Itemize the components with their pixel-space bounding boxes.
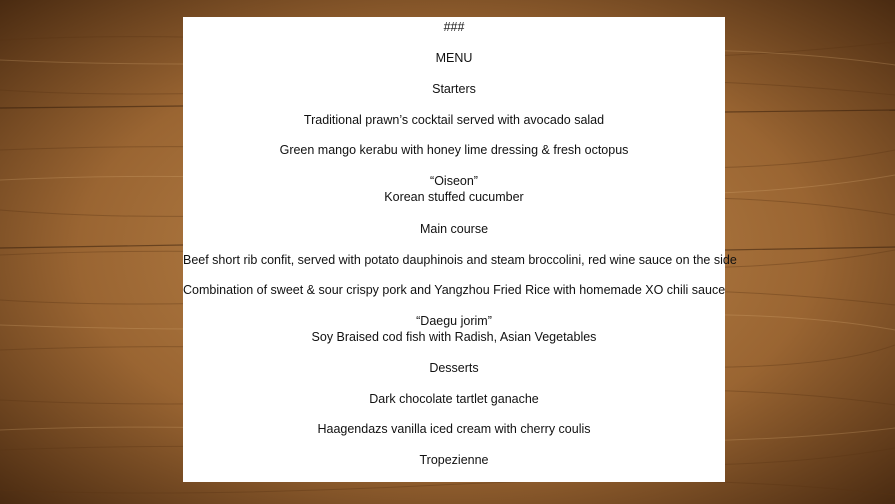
starters-heading: Starters	[432, 82, 476, 96]
main-item-3-desc: Soy Braised cod fish with Radish, Asian Vegetables	[311, 330, 597, 344]
dessert-item-3: Tropezienne	[419, 453, 489, 467]
main-course-heading: Main course	[419, 222, 489, 236]
menu-title: MENU	[435, 51, 473, 65]
starter-item-3-name: “Oiseon”	[430, 174, 478, 188]
desserts-heading: Desserts	[429, 361, 479, 375]
starter-item-2: Green mango kerabu with honey lime dressing & fresh octopus	[279, 143, 629, 157]
starter-item-1: Traditional prawn’s cocktail served with avocado salad	[303, 113, 605, 127]
main-item-1: Beef short rib confit, served with potato dauphinois and steam broccolini, red wine sauce on the side	[183, 253, 737, 267]
main-item-2: Combination of sweet & sour crispy pork and Yangzhou Fried Rice with homemade XO chili sauce	[183, 283, 726, 297]
dessert-item-1: Dark chocolate tartlet ganache	[369, 392, 539, 406]
dessert-item-2: Haagendazs vanilla iced cream with cherry coulis	[317, 422, 591, 436]
menu-marker: ###	[443, 20, 465, 34]
main-item-3-name: “Daegu jorim”	[416, 314, 492, 328]
menu-card	[183, 17, 737, 482]
starter-item-3-desc: Korean stuffed cucumber	[384, 190, 524, 204]
